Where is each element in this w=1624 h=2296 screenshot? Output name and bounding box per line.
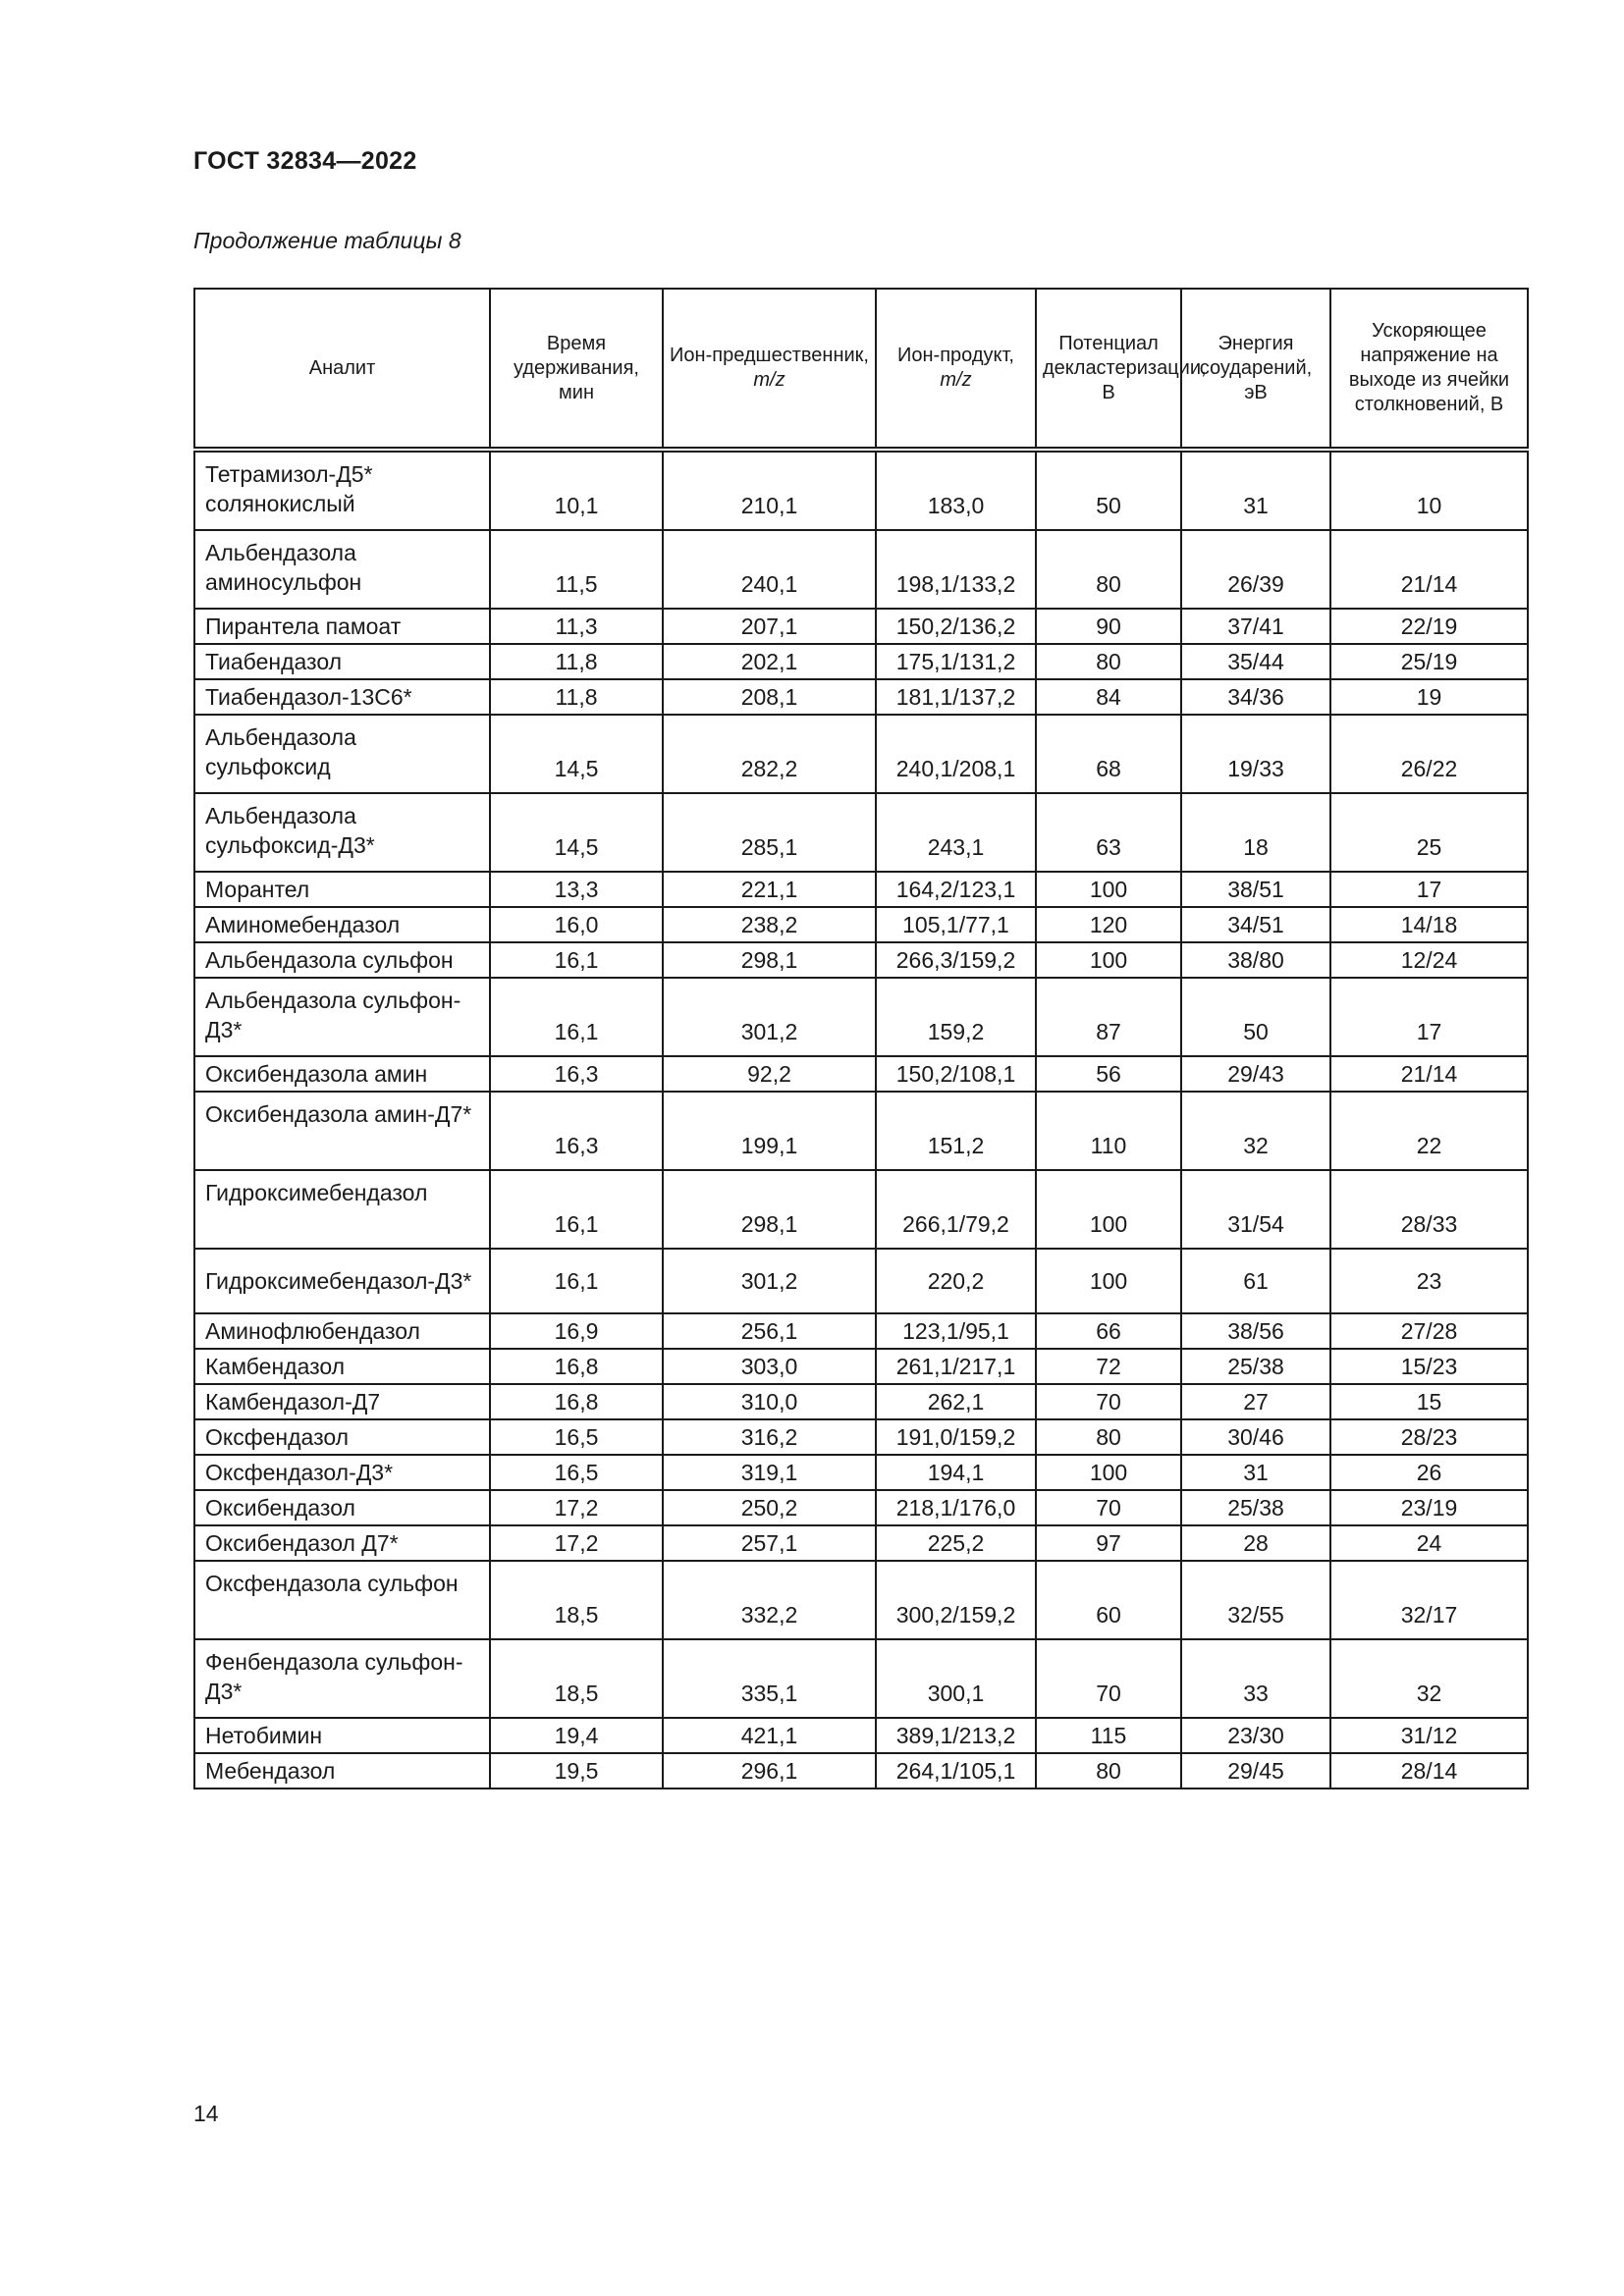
cell-retention-time: 16,1 <box>490 942 663 978</box>
cell-declustering-potential: 120 <box>1036 907 1181 942</box>
cell-precursor-ion: 298,1 <box>663 942 876 978</box>
cell-product-ion: 150,2/136,2 <box>876 609 1036 644</box>
cell-declustering-potential: 115 <box>1036 1718 1181 1753</box>
cell-precursor-ion: 310,0 <box>663 1384 876 1419</box>
cell-product-ion: 198,1/133,2 <box>876 530 1036 609</box>
cell-declustering-potential: 70 <box>1036 1490 1181 1525</box>
header-collision-energy: Энергия соударений, эВ <box>1181 289 1330 450</box>
cell-cell-exit-voltage: 21/14 <box>1330 1056 1528 1092</box>
cell-collision-energy: 34/36 <box>1181 679 1330 715</box>
cell-analyte: Оксфендазол-Д3* <box>194 1455 490 1490</box>
table-row <box>194 1349 1528 1384</box>
cell-cell-exit-voltage: 28/23 <box>1330 1419 1528 1455</box>
cell-product-ion: 151,2 <box>876 1092 1036 1170</box>
cell-product-ion: 264,1/105,1 <box>876 1753 1036 1789</box>
cell-product-ion: 175,1/131,2 <box>876 644 1036 679</box>
cell-analyte: Оксибендазола амин-Д7* <box>194 1092 490 1170</box>
table-row <box>194 1490 1528 1525</box>
cell-analyte: Оксибендазола амин <box>194 1056 490 1092</box>
cell-analyte: Оксибендазол Д7* <box>194 1525 490 1561</box>
cell-precursor-ion: 303,0 <box>663 1349 876 1384</box>
cell-cell-exit-voltage: 14/18 <box>1330 907 1528 942</box>
cell-precursor-ion: 301,2 <box>663 1249 876 1313</box>
cell-retention-time: 16,1 <box>490 978 663 1056</box>
cell-cell-exit-voltage: 32 <box>1330 1639 1528 1718</box>
document-title: ГОСТ 32834—2022 <box>193 147 417 175</box>
cell-declustering-potential: 63 <box>1036 793 1181 872</box>
cell-analyte: Нетобимин <box>194 1718 490 1753</box>
cell-analyte: Тетрамизол-Д5* солянокислый <box>194 450 490 530</box>
header-cell-exit-voltage: Ускоряющее напряжение на выходе из ячейки столкновений, В <box>1330 289 1528 450</box>
cell-precursor-ion: 210,1 <box>663 450 876 530</box>
table-row <box>194 644 1528 679</box>
cell-precursor-ion: 421,1 <box>663 1718 876 1753</box>
table-row <box>194 1753 1528 1789</box>
cell-declustering-potential: 100 <box>1036 942 1181 978</box>
cell-declustering-potential: 100 <box>1036 1249 1181 1313</box>
cell-cell-exit-voltage: 17 <box>1330 978 1528 1056</box>
cell-cell-exit-voltage: 25 <box>1330 793 1528 872</box>
cell-declustering-potential: 70 <box>1036 1384 1181 1419</box>
cell-declustering-potential: 100 <box>1036 1170 1181 1249</box>
header-declustering-potential: Потенциал декластеризации, В <box>1036 289 1181 450</box>
cell-retention-time: 11,8 <box>490 679 663 715</box>
table-row <box>194 1249 1528 1313</box>
cell-retention-time: 18,5 <box>490 1561 663 1639</box>
table-row <box>194 1092 1528 1170</box>
cell-collision-energy: 61 <box>1181 1249 1330 1313</box>
cell-collision-energy: 26/39 <box>1181 530 1330 609</box>
cell-retention-time: 16,8 <box>490 1384 663 1419</box>
cell-precursor-ion: 202,1 <box>663 644 876 679</box>
page-number: 14 <box>193 2101 219 2126</box>
cell-precursor-ion: 207,1 <box>663 609 876 644</box>
cell-cell-exit-voltage: 24 <box>1330 1525 1528 1561</box>
table-row <box>194 978 1528 1056</box>
cell-analyte: Альбендазола сульфоксид <box>194 715 490 793</box>
cell-analyte: Камбендазол <box>194 1349 490 1384</box>
cell-retention-time: 16,5 <box>490 1455 663 1490</box>
table-row <box>194 1639 1528 1718</box>
cell-declustering-potential: 97 <box>1036 1525 1181 1561</box>
cell-collision-energy: 31 <box>1181 450 1330 530</box>
cell-collision-energy: 19/33 <box>1181 715 1330 793</box>
cell-retention-time: 18,5 <box>490 1639 663 1718</box>
cell-retention-time: 16,3 <box>490 1056 663 1092</box>
cell-retention-time: 16,8 <box>490 1349 663 1384</box>
cell-analyte: Тиабендазол-13С6* <box>194 679 490 715</box>
table-row <box>194 1313 1528 1349</box>
cell-retention-time: 16,0 <box>490 907 663 942</box>
cell-collision-energy: 37/41 <box>1181 609 1330 644</box>
cell-retention-time: 19,5 <box>490 1753 663 1789</box>
cell-cell-exit-voltage: 28/14 <box>1330 1753 1528 1789</box>
cell-collision-energy: 28 <box>1181 1525 1330 1561</box>
cell-retention-time: 16,3 <box>490 1092 663 1170</box>
cell-analyte: Пирантела памоат <box>194 609 490 644</box>
cell-cell-exit-voltage: 10 <box>1330 450 1528 530</box>
cell-analyte: Альбендазола сульфоксид-Д3* <box>194 793 490 872</box>
cell-retention-time: 11,8 <box>490 644 663 679</box>
cell-precursor-ion: 199,1 <box>663 1092 876 1170</box>
cell-analyte: Альбендазола аминосульфон <box>194 530 490 609</box>
cell-collision-energy: 31 <box>1181 1455 1330 1490</box>
cell-analyte: Гидроксимебендазол <box>194 1170 490 1249</box>
header-precursor-ion: Ион-предшественник, m/z <box>663 289 876 450</box>
cell-retention-time: 14,5 <box>490 793 663 872</box>
table-row <box>194 679 1528 715</box>
cell-product-ion: 262,1 <box>876 1384 1036 1419</box>
cell-product-ion: 243,1 <box>876 793 1036 872</box>
cell-declustering-potential: 90 <box>1036 609 1181 644</box>
cell-retention-time: 13,3 <box>490 872 663 907</box>
table-row <box>194 872 1528 907</box>
cell-analyte: Фенбендазола сульфон-Д3* <box>194 1639 490 1718</box>
table-row <box>194 942 1528 978</box>
cell-declustering-potential: 70 <box>1036 1639 1181 1718</box>
cell-precursor-ion: 257,1 <box>663 1525 876 1561</box>
cell-cell-exit-voltage: 23/19 <box>1330 1490 1528 1525</box>
cell-collision-energy: 34/51 <box>1181 907 1330 942</box>
cell-cell-exit-voltage: 31/12 <box>1330 1718 1528 1753</box>
cell-declustering-potential: 80 <box>1036 1753 1181 1789</box>
cell-product-ion: 150,2/108,1 <box>876 1056 1036 1092</box>
cell-retention-time: 11,3 <box>490 609 663 644</box>
table-row <box>194 715 1528 793</box>
cell-analyte: Оксибендазол <box>194 1490 490 1525</box>
cell-product-ion: 164,2/123,1 <box>876 872 1036 907</box>
cell-analyte: Мебендазол <box>194 1753 490 1789</box>
table-row <box>194 1419 1528 1455</box>
cell-product-ion: 261,1/217,1 <box>876 1349 1036 1384</box>
cell-product-ion: 220,2 <box>876 1249 1036 1313</box>
cell-declustering-potential: 60 <box>1036 1561 1181 1639</box>
cell-precursor-ion: 332,2 <box>663 1561 876 1639</box>
table-row <box>194 1718 1528 1753</box>
cell-retention-time: 16,1 <box>490 1249 663 1313</box>
cell-declustering-potential: 80 <box>1036 1419 1181 1455</box>
cell-declustering-potential: 80 <box>1036 530 1181 609</box>
cell-collision-energy: 18 <box>1181 793 1330 872</box>
cell-product-ion: 300,2/159,2 <box>876 1561 1036 1639</box>
header-analyte: Аналит <box>194 289 490 450</box>
cell-cell-exit-voltage: 22/19 <box>1330 609 1528 644</box>
header-product-ion: Ион-продукт, m/z <box>876 289 1036 450</box>
cell-product-ion: 191,0/159,2 <box>876 1419 1036 1455</box>
cell-cell-exit-voltage: 17 <box>1330 872 1528 907</box>
cell-cell-exit-voltage: 26 <box>1330 1455 1528 1490</box>
table-row <box>194 1455 1528 1490</box>
cell-product-ion: 266,1/79,2 <box>876 1170 1036 1249</box>
table-row <box>194 609 1528 644</box>
cell-cell-exit-voltage: 22 <box>1330 1092 1528 1170</box>
cell-collision-energy: 32 <box>1181 1092 1330 1170</box>
cell-analyte: Морантел <box>194 872 490 907</box>
cell-declustering-potential: 80 <box>1036 644 1181 679</box>
cell-analyte: Гидроксимебендазол-Д3* <box>194 1249 490 1313</box>
table-row <box>194 1525 1528 1561</box>
cell-cell-exit-voltage: 12/24 <box>1330 942 1528 978</box>
cell-cell-exit-voltage: 26/22 <box>1330 715 1528 793</box>
cell-declustering-potential: 56 <box>1036 1056 1181 1092</box>
cell-cell-exit-voltage: 27/28 <box>1330 1313 1528 1349</box>
cell-cell-exit-voltage: 32/17 <box>1330 1561 1528 1639</box>
cell-precursor-ion: 240,1 <box>663 530 876 609</box>
cell-product-ion: 105,1/77,1 <box>876 907 1036 942</box>
cell-cell-exit-voltage: 15 <box>1330 1384 1528 1419</box>
cell-precursor-ion: 92,2 <box>663 1056 876 1092</box>
cell-retention-time: 16,5 <box>490 1419 663 1455</box>
cell-retention-time: 16,9 <box>490 1313 663 1349</box>
table-continuation-caption: Продолжение таблицы 8 <box>193 228 461 253</box>
cell-retention-time: 17,2 <box>490 1525 663 1561</box>
cell-declustering-potential: 87 <box>1036 978 1181 1056</box>
cell-precursor-ion: 298,1 <box>663 1170 876 1249</box>
table-header-row <box>194 289 1528 450</box>
cell-cell-exit-voltage: 19 <box>1330 679 1528 715</box>
cell-collision-energy: 35/44 <box>1181 644 1330 679</box>
table-row <box>194 1561 1528 1639</box>
cell-precursor-ion: 256,1 <box>663 1313 876 1349</box>
cell-declustering-potential: 100 <box>1036 872 1181 907</box>
cell-product-ion: 218,1/176,0 <box>876 1490 1036 1525</box>
cell-product-ion: 300,1 <box>876 1639 1036 1718</box>
cell-collision-energy: 23/30 <box>1181 1718 1330 1753</box>
cell-declustering-potential: 68 <box>1036 715 1181 793</box>
cell-retention-time: 10,1 <box>490 450 663 530</box>
cell-collision-energy: 38/56 <box>1181 1313 1330 1349</box>
cell-product-ion: 183,0 <box>876 450 1036 530</box>
cell-product-ion: 266,3/159,2 <box>876 942 1036 978</box>
header-retention-time: Время удерживания, мин <box>490 289 663 450</box>
cell-collision-energy: 32/55 <box>1181 1561 1330 1639</box>
cell-precursor-ion: 282,2 <box>663 715 876 793</box>
cell-collision-energy: 30/46 <box>1181 1419 1330 1455</box>
table-row <box>194 530 1528 609</box>
cell-declustering-potential: 100 <box>1036 1455 1181 1490</box>
cell-precursor-ion: 238,2 <box>663 907 876 942</box>
cell-cell-exit-voltage: 21/14 <box>1330 530 1528 609</box>
cell-declustering-potential: 50 <box>1036 450 1181 530</box>
cell-product-ion: 123,1/95,1 <box>876 1313 1036 1349</box>
cell-collision-energy: 50 <box>1181 978 1330 1056</box>
cell-collision-energy: 33 <box>1181 1639 1330 1718</box>
cell-collision-energy: 27 <box>1181 1384 1330 1419</box>
analyte-table <box>193 288 1529 1789</box>
cell-analyte: Оксфендазола сульфон <box>194 1561 490 1639</box>
cell-precursor-ion: 221,1 <box>663 872 876 907</box>
table-row <box>194 450 1528 530</box>
cell-precursor-ion: 250,2 <box>663 1490 876 1525</box>
cell-precursor-ion: 296,1 <box>663 1753 876 1789</box>
cell-analyte: Тиабендазол <box>194 644 490 679</box>
cell-declustering-potential: 66 <box>1036 1313 1181 1349</box>
table-row <box>194 793 1528 872</box>
cell-retention-time: 11,5 <box>490 530 663 609</box>
cell-collision-energy: 25/38 <box>1181 1349 1330 1384</box>
cell-cell-exit-voltage: 23 <box>1330 1249 1528 1313</box>
cell-precursor-ion: 316,2 <box>663 1419 876 1455</box>
cell-collision-energy: 38/80 <box>1181 942 1330 978</box>
cell-precursor-ion: 335,1 <box>663 1639 876 1718</box>
cell-precursor-ion: 301,2 <box>663 978 876 1056</box>
cell-cell-exit-voltage: 25/19 <box>1330 644 1528 679</box>
cell-product-ion: 194,1 <box>876 1455 1036 1490</box>
table-row <box>194 1170 1528 1249</box>
cell-collision-energy: 38/51 <box>1181 872 1330 907</box>
cell-product-ion: 225,2 <box>876 1525 1036 1561</box>
cell-cell-exit-voltage: 28/33 <box>1330 1170 1528 1249</box>
table-row <box>194 1384 1528 1419</box>
cell-collision-energy: 25/38 <box>1181 1490 1330 1525</box>
cell-analyte: Камбендазол-Д7 <box>194 1384 490 1419</box>
cell-retention-time: 19,4 <box>490 1718 663 1753</box>
cell-product-ion: 159,2 <box>876 978 1036 1056</box>
cell-analyte: Аминомебендазол <box>194 907 490 942</box>
cell-analyte: Альбендазола сульфон <box>194 942 490 978</box>
cell-retention-time: 14,5 <box>490 715 663 793</box>
cell-retention-time: 17,2 <box>490 1490 663 1525</box>
cell-analyte: Альбендазола сульфон-Д3* <box>194 978 490 1056</box>
cell-analyte: Оксфендазол <box>194 1419 490 1455</box>
cell-analyte: Аминофлюбендазол <box>194 1313 490 1349</box>
table-row <box>194 907 1528 942</box>
cell-declustering-potential: 110 <box>1036 1092 1181 1170</box>
cell-precursor-ion: 285,1 <box>663 793 876 872</box>
cell-collision-energy: 29/43 <box>1181 1056 1330 1092</box>
cell-product-ion: 240,1/208,1 <box>876 715 1036 793</box>
table-row <box>194 1056 1528 1092</box>
cell-retention-time: 16,1 <box>490 1170 663 1249</box>
cell-collision-energy: 31/54 <box>1181 1170 1330 1249</box>
cell-declustering-potential: 72 <box>1036 1349 1181 1384</box>
cell-product-ion: 181,1/137,2 <box>876 679 1036 715</box>
cell-cell-exit-voltage: 15/23 <box>1330 1349 1528 1384</box>
cell-collision-energy: 29/45 <box>1181 1753 1330 1789</box>
cell-precursor-ion: 208,1 <box>663 679 876 715</box>
cell-product-ion: 389,1/213,2 <box>876 1718 1036 1753</box>
cell-precursor-ion: 319,1 <box>663 1455 876 1490</box>
cell-declustering-potential: 84 <box>1036 679 1181 715</box>
